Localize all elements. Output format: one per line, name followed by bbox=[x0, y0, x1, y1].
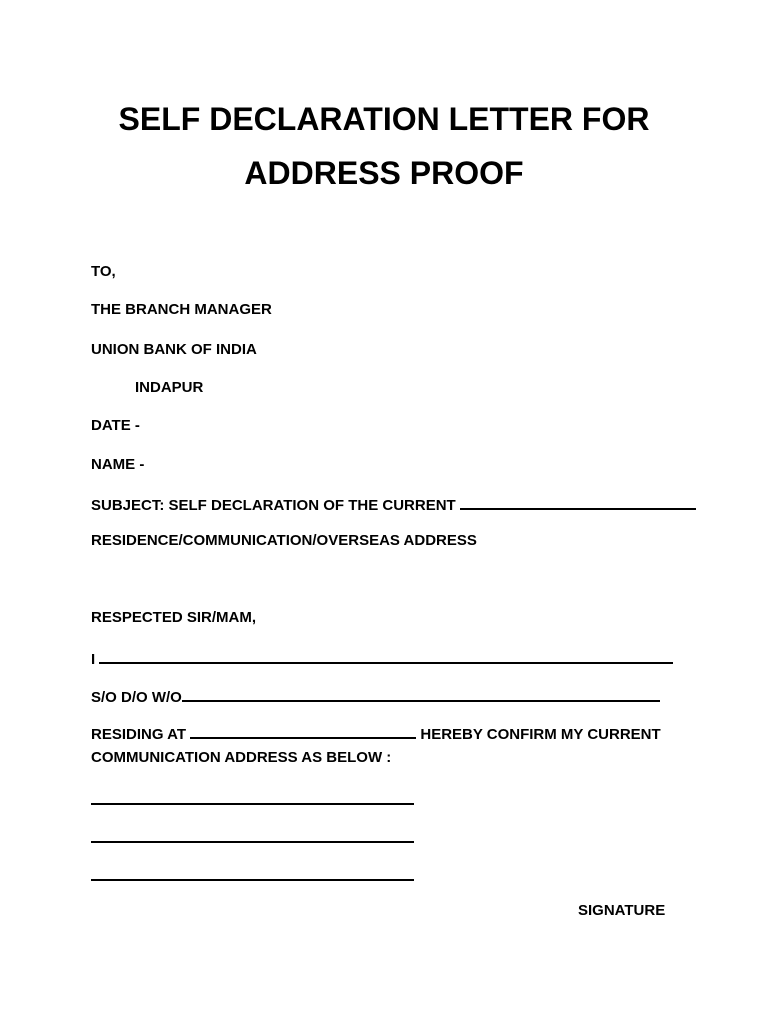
i-label: I bbox=[91, 651, 96, 668]
signature-label: SIGNATURE bbox=[578, 902, 666, 919]
bank-name: UNION BANK OF INDIA bbox=[91, 341, 257, 358]
address-line-3 bbox=[91, 879, 414, 881]
subject-line-2: RESIDENCE/COMMUNICATION/OVERSEAS ADDRESS bbox=[91, 532, 477, 549]
residing-blank bbox=[190, 722, 416, 739]
relation-line bbox=[91, 685, 660, 708]
relation-blank bbox=[182, 685, 660, 702]
address-intro: COMMUNICATION ADDRESS AS BELOW : bbox=[91, 749, 392, 766]
name-label: NAME - bbox=[91, 456, 145, 473]
i-line bbox=[91, 647, 673, 670]
branch-name: INDAPUR bbox=[135, 379, 204, 396]
address-line-1 bbox=[91, 803, 414, 805]
date-label: DATE - bbox=[91, 417, 140, 434]
confirm-text: HEREBY CONFIRM MY CURRENT bbox=[420, 726, 661, 743]
residing-line bbox=[91, 722, 661, 745]
salutation: RESPECTED SIR/MAM, bbox=[91, 609, 257, 626]
subject-line bbox=[91, 493, 696, 516]
recipient: THE BRANCH MANAGER bbox=[91, 301, 272, 318]
subject-blank bbox=[460, 493, 696, 510]
relation-label: S/O D/O W/O bbox=[91, 689, 182, 706]
document-title-line-2: ADDRESS PROOF bbox=[244, 155, 524, 191]
address-line-2 bbox=[91, 841, 414, 843]
document-title-line-1: SELF DECLARATION LETTER FOR bbox=[118, 101, 650, 137]
to-label: TO, bbox=[91, 263, 116, 280]
residing-label: RESIDING AT bbox=[91, 726, 187, 743]
subject-label: SUBJECT: SELF DECLARATION OF THE CURRENT bbox=[91, 497, 456, 514]
name-blank bbox=[99, 647, 673, 664]
